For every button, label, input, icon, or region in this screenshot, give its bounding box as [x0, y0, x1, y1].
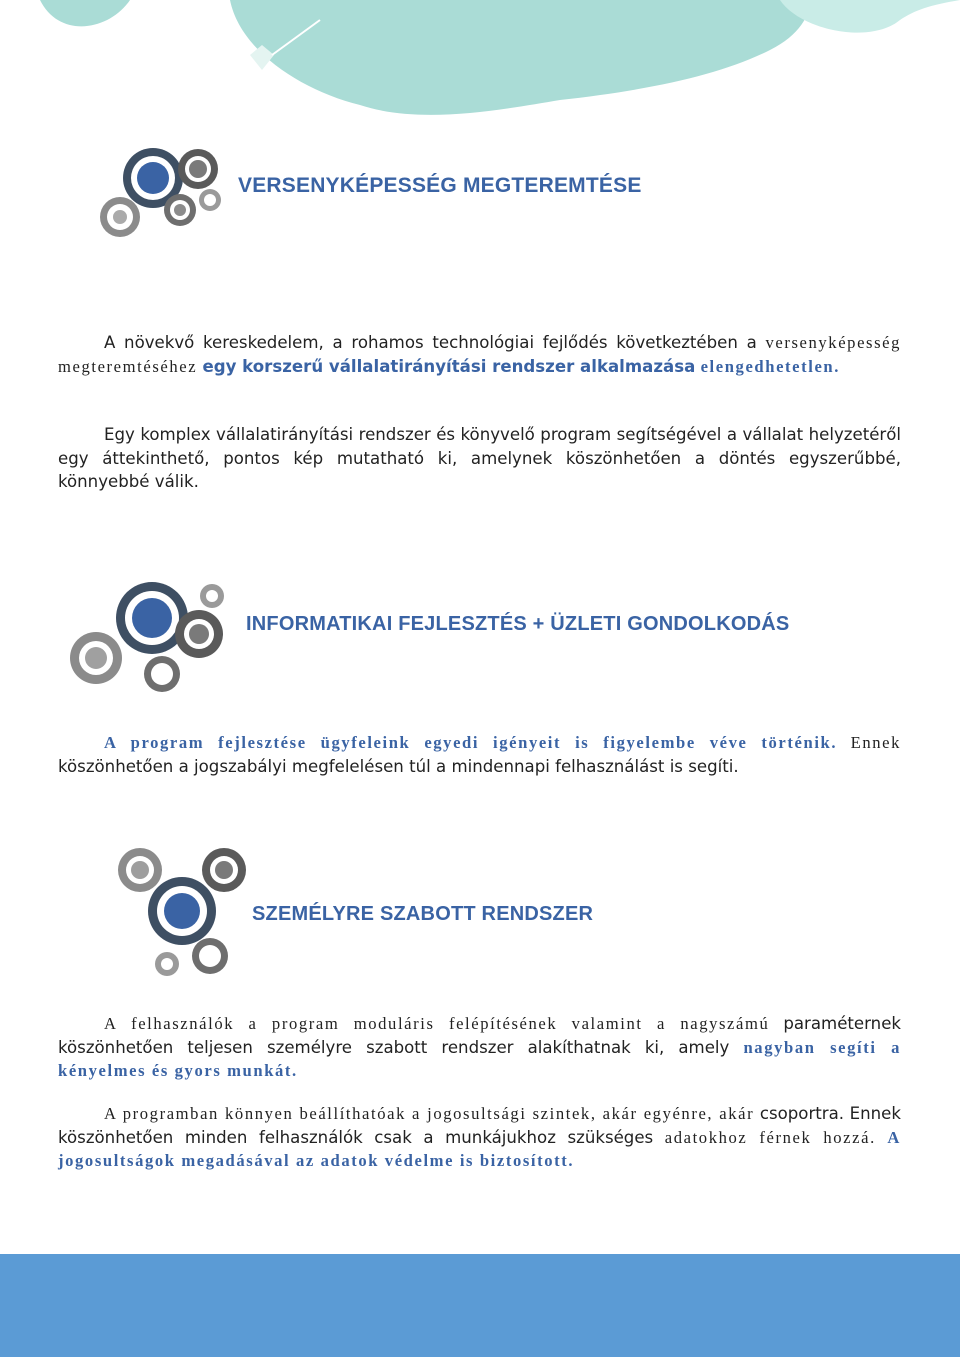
highlight-text: egy korszerű vállalatirányítási rendszer alkalmazása	[202, 356, 696, 376]
text: A növekvő kereskedelem, a rohamos technológiai fejlődés következtében a	[104, 333, 757, 352]
cloud-decoration	[0, 0, 960, 120]
paragraph	[58, 1102, 901, 1173]
paragraph	[58, 731, 901, 778]
gears-icon	[95, 142, 235, 242]
text: csoportra. Ennek köszönhetően minden felhasználók csak a munkájukhoz szükséges	[58, 1104, 902, 1147]
paragraph	[58, 1012, 901, 1083]
heading-title: SZEMÉLYRE SZABOTT RENDSZER	[252, 903, 594, 925]
highlight-text: A jogosultságok megadásával az adatok védelme is biztosított.	[58, 1127, 901, 1170]
paragraph	[58, 331, 901, 378]
heading-title: VERSENYKÉPESSÉG MEGTEREMTÉSE	[238, 174, 642, 197]
gears-icon	[112, 846, 252, 981]
highlight-text: A program fejlesztése ügyfeleink egyedi igényeit is figyelembe véve történik.	[104, 733, 838, 752]
heading-title: INFORMATIKAI FEJLESZTÉS + ÜZLETI GONDOLKODÁS	[246, 613, 790, 635]
text: paraméternek köszönhetően teljesen személyre szabott rendszer alakíthatnak ki, amely	[58, 1014, 902, 1057]
footer-bar	[0, 1254, 960, 1357]
text: Ennek	[850, 733, 901, 752]
paragraph: Egy komplex vállalatirányítási rendszer és könyvelő program segítségével a vállalat helyzetéről egy áttekinthető, pontos kép mutatható ki, amelynek köszönhetően a döntés egyszerűbbé, könnyebbé válik.	[58, 425, 901, 491]
text: A programban könnyen beállíthatóak a jogosultsági szintek, akár egyénre, akár	[104, 1104, 755, 1123]
highlight-text: elengedhetetlen.	[700, 356, 841, 376]
text: versenyképesség megteremtéséhez	[58, 333, 902, 376]
text: köszönhetően a jogszabályi megfelelésen túl a mindennapi felhasználást is segíti.	[58, 756, 739, 776]
gears-icon	[64, 576, 239, 696]
text: A felhasználók a program moduláris felépítésének valamint a nagyszámú	[104, 1014, 770, 1033]
text: adatokhoz férnek hozzá.	[664, 1127, 876, 1147]
highlight-text: nagyban segíti a kényelmes és gyors munkát.	[58, 1037, 902, 1080]
